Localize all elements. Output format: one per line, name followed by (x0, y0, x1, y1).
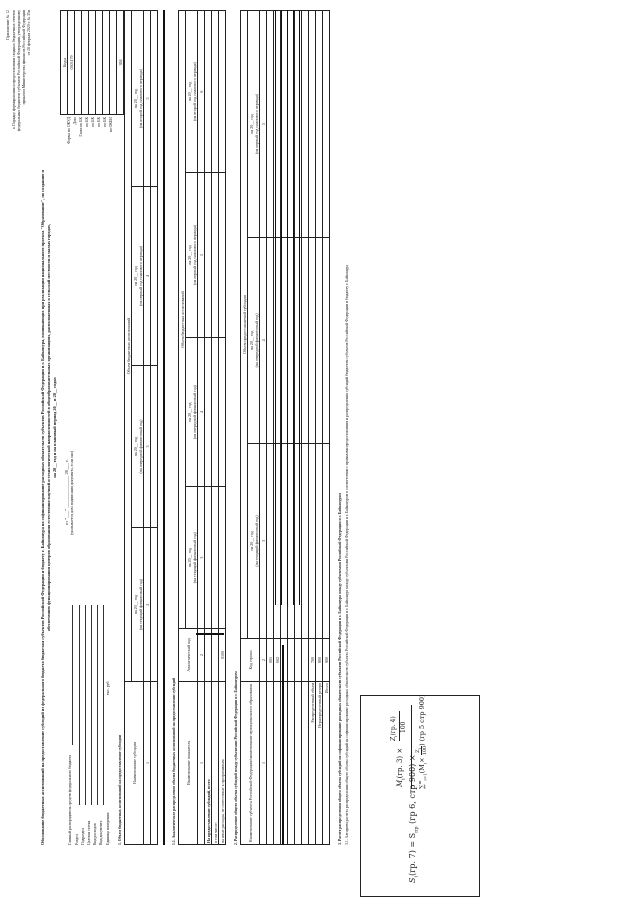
period-header: на 20__ год (на очередной финансовый год) (132, 365, 144, 527)
code-row-label: по БК (103, 117, 107, 127)
formula-denominator: $\sum^m_{i=1}(M_i\times Z_i$ 100) (гр 5 стр 900) (415, 694, 428, 789)
section11-table: Наименование показателя Аналитический код Объем бюджетных ассигнований на 20__ год (на текущий финансовый год) на 20__ год (на очередной финансовый год) на 20__ год (на первый год планового периода) на 20__ год (на второй год планового периода) 1 2 3 4 5 6 На предоставление субсидий, всего в том числе: на иные расходы, не отнесенные к программным 0100 (178, 10, 226, 845)
period-header: на 20__ год (на текущий финансовый год) (132, 528, 144, 682)
table-rule (196, 633, 224, 635)
formula-lhs: $S_i(гр$. $7) = S_{пр}$ (гр 6, стр 900) × (408, 754, 420, 883)
code-row-label: Дата (73, 117, 77, 125)
col-subsidy-name: Наименование субсидии (125, 682, 144, 845)
requisite-subsection: Подраздел (81, 828, 85, 845)
table-rule (281, 10, 282, 605)
formula-num-fraction-top: $Z_i(гр$. 4) (390, 716, 399, 741)
table-rule (163, 10, 165, 845)
table-rule (282, 645, 284, 845)
formula-num-fraction-bottom: 100 (400, 721, 407, 733)
form-code: 0505179 (68, 11, 75, 115)
table-rule (275, 10, 276, 605)
period-header: на 20__ год (на первый год планового периода) (132, 187, 144, 366)
appendix-line: федеральных бюджетов субъектов Российской Федерации, утвержденному (17, 10, 21, 132)
requisite-main-manager: Главный распорядитель средств федерального бюджета (68, 754, 72, 845)
document-title-line2: обеспечению функционирования центров образования естественно-научной и технологической направленностей в общеобразовательных организациях, расположенных в сельской местности и малых городах, (46, 223, 51, 632)
okei-code: 384 (117, 11, 124, 115)
section1-table: Наименование субсидии Объем бюджетных ассигнований на 20__ год (на текущий финансовый год) на 20__ год (на очередной финансовый год) на 20__ год (на первый год планового периода) на 20__ год (на второй год планового периода) 1 2 3 4 5 (124, 10, 158, 845)
requisite-unit: Единица измерения: (106, 811, 110, 845)
appendix-line: от 28 февраля 2020 г. № 35н (27, 10, 31, 56)
appendix-line: приказом Министерства финансов Российской Федерации (22, 10, 26, 105)
table-rule (287, 10, 288, 605)
group-header: Объем бюджетных ассигнований (125, 11, 132, 682)
date-caption: (указывается дата подписания документа, если оно) (70, 450, 74, 535)
section1-title: 1. Объем бюджетных ассигнований на предоставление субсидии (118, 734, 122, 845)
appendix-number: Приложение № 12 (6, 10, 10, 40)
unit-value: тыс. руб. (106, 680, 110, 695)
form-label: Форма по ОКУД (67, 117, 71, 144)
codes-header: Коды (61, 11, 68, 115)
code-row-label: по БК (85, 117, 89, 127)
requisite-target: Целевая статья (87, 820, 91, 845)
document-title-line3: на 20__ год и на плановый период 20__ и 20__ годов (52, 377, 57, 478)
document-title-line1: Обоснование бюджетных ассигнований на предоставление субсидий из федерального бюджета бюджетам субъектов Российской Федерации и бюджету г. Байконура на софинансирование расходных обязательств субъектов Российской Федерации и г. Байконура, возникающих при реализации национального проекта "Образование", по созданию и (40, 170, 45, 845)
table-rule (299, 10, 300, 605)
requisite-document-type: Вид документа (99, 820, 103, 845)
date-prefix: от "___" ______________ 20___ г. (64, 459, 69, 525)
section11-title: 1.1. Аналитическое распределение объема бюджетных ассигнований на предоставление субсидий (172, 677, 176, 845)
code-row-label: по БК (97, 117, 101, 127)
code-row-label: по БК (91, 117, 95, 127)
appendix-line: к Порядку формирования и предоставления сводных бюджетных отчетов (12, 10, 16, 129)
requisite-section: Раздел (75, 834, 79, 845)
requisite-expense-type: Вид расходов (93, 823, 97, 845)
period-header: на 20__ год (на второй год планового периода) (132, 11, 144, 187)
section3-title: 3. Расчет распределения общего объема субсидий на софинансирование расходных обязательств субъектов Российской Федерации и г. Байконура между субъектами Российской Федерации и г. Байконуром (338, 492, 342, 845)
row-total-label: На предоставление субсидий, всего (205, 682, 212, 845)
section2-table: Наименование субъекта Российской Федерации/наименование муниципального образования Код строки Объем предоставляемой субсидии на 20__ год (на текущий финансовый год) на 20__ год (на очередной финансовый год) на 20__ год (на первый год планового периода) 1 2 3 4 5 001 002 Распределенный объем 700 Нераспределенный резерв 800 Итого 900 (240, 10, 330, 845)
codes-table (60, 10, 124, 115)
formula-main-bar (411, 705, 412, 789)
code-row-label: по ОКЕИ (109, 117, 113, 133)
section31-text: 3.1. Алгоритм расчета распределения общего объема субсидий на софинансирование расходных обязательств субъекта Российской Федерации и г. Байконура между субъектами Российской Федерации и г. Байконуром в соответствии с правилами предоставления и распределения субсидий бюджетам субъектов Российской Федерации и бюджету г. Байконура (345, 264, 349, 845)
formula-numerator: $M_i(гр$. 3) × (396, 747, 407, 787)
code-row-label: Глава по БК (79, 117, 83, 137)
table-rule (293, 10, 294, 605)
section2-title: 2. Распределение общего объема субсидий между субъектами Российской Федерации и г. Байконуром (234, 671, 238, 845)
